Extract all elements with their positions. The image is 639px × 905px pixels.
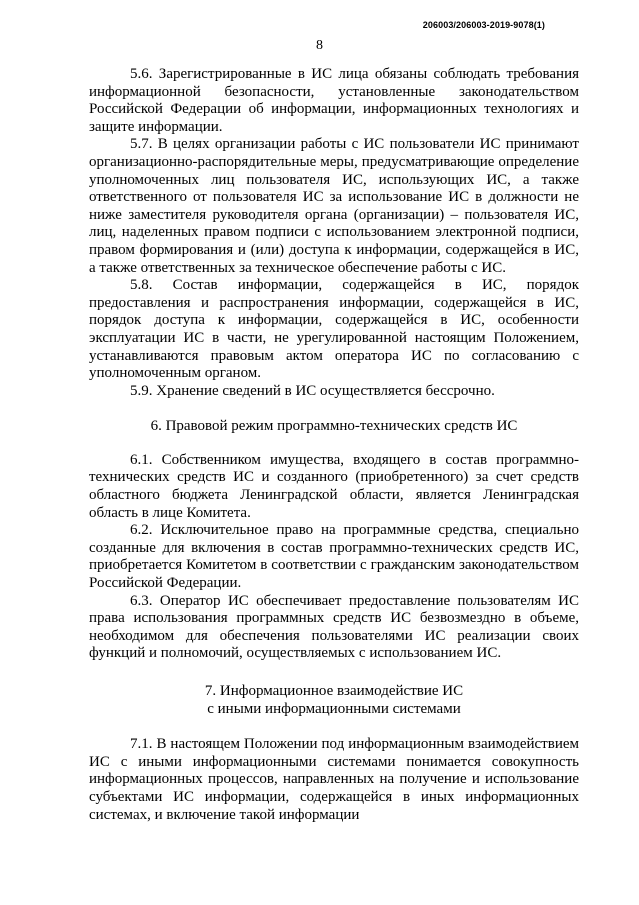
paragraph-6-2: 6.2. Исключительное право на программные средства, специально созданные для включения в состав программно-технических средств ИС, приобретается Комитетом в соответствии с гражданским законодательством Российской Федерации.: [89, 522, 579, 592]
paragraph-7-1: 7.1. В настоящем Положении под информационным взаимодействием ИС с иными информационными системами понимается совокупность информационных процессов, направленных на получение и использование субъектами ИС информации, содержащейся в иных информационных системах, и включение такой информации: [89, 736, 579, 823]
document-code: 206003/206003-2019-9078(1): [422, 20, 545, 30]
paragraph-5-9: 5.9. Хранение сведений в ИС осуществляется бессрочно.: [130, 382, 495, 399]
page-number: 8: [316, 38, 323, 53]
section-7-title-line-2: с иными информационными системами: [207, 700, 461, 717]
paragraph-5-8: 5.8. Состав информации, содержащейся в ИС, порядок предоставления и распространения информации, содержащейся в ИС, порядок доступа к информации, содержащейся в ИС, особенности эксплуатации ИС в части, не урегулированной настоящим Положением, устанавливаются правовым актом оператора ИС по согласованию с уполномоченным органом.: [89, 277, 579, 382]
section-7-title: [89, 663, 579, 736]
document-body: [89, 66, 579, 824]
paragraph-5-6: 5.6. Зарегистрированные в ИС лица обязаны соблюдать требования информационной безопасности, установленные законодательством Российской Федерации об информации, информационных технологиях и защите информации.: [89, 66, 579, 135]
paragraph-6-3: 6.3. Оператор ИС обеспечивает предоставление пользователям ИС права использования программных средств ИС безвозмездно в объеме, необходимом для обеспечения пользователями ИС реализации своих функций и полномочий, осуществляемых с использованием ИС.: [89, 592, 579, 662]
section-7-title-line-1: 7. Информационное взаимодействие ИС: [204, 683, 464, 699]
paragraph-6-1: 6.1. Собственником имущества, входящего в состав программно-технических средств ИС и созданного (приобретенного) за счет средств областного бюджета Ленинградской области, является Ленинградская область в лице Комитета.: [89, 451, 579, 521]
paragraph-5-7: 5.7. В целях организации работы с ИС пользователи ИС принимают организационно-распорядительные меры, предусматривающие определение уполномоченных лиц пользователя ИС, использующих ИС, а также ответственного от пользователя ИС за использование ИС в должности не ниже заместителя руководителя органа (организации) – пользователя ИС, лиц, наделенных правом подписи с использованием электронной подписи, правом формирования и (или) доступа к информации, содержащейся в ИС, а также ответственных за техническое обеспечение работы с ИС.: [89, 136, 579, 276]
section-6-title: 6. Правовой режим программно-технических средств ИС: [150, 418, 518, 435]
